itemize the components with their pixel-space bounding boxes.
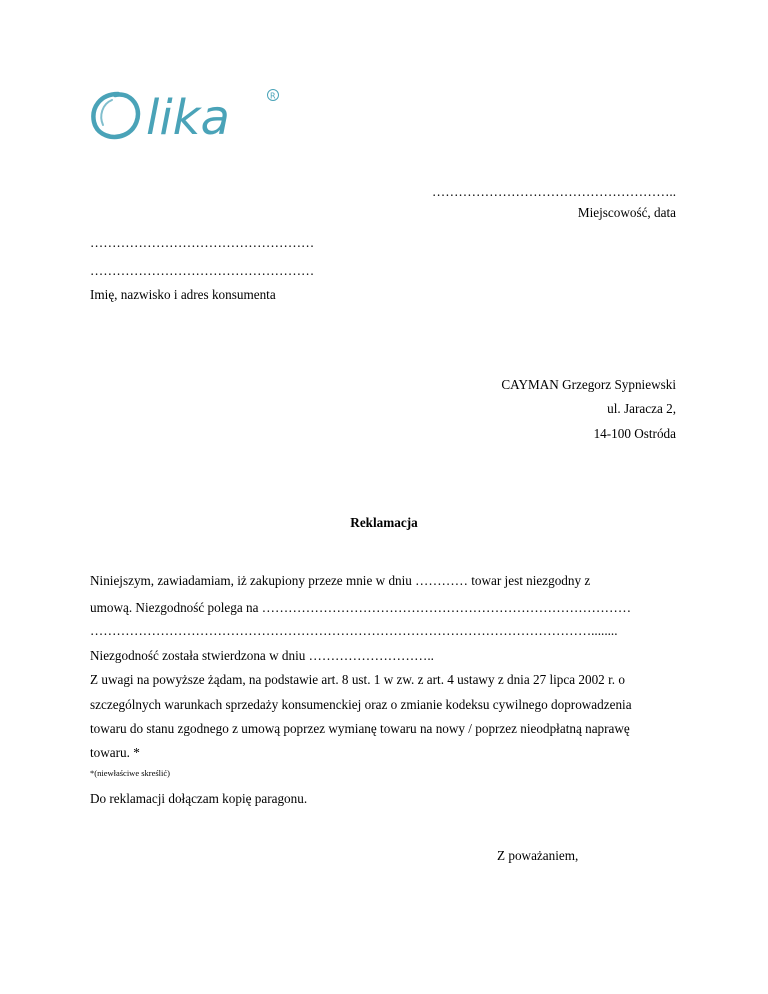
place-date-dots: ……………………………………………….. (432, 184, 676, 199)
closing-salutation: Z poważaniem, (497, 848, 579, 863)
place-date-label: Miejscowość, data (577, 205, 676, 220)
demand-line-1: Z uwagi na powyższe żądam, na podstawie art. 8 ust. 1 w zw. z art. 4 ustawy z dnia 27 lipca 2002 r. o (90, 672, 625, 687)
olika-logo-graphic (88, 82, 288, 146)
footnote: *(niewłaściwe skreślić) (90, 768, 171, 778)
svg-text:R: R (270, 91, 276, 101)
body-line-2: umową. Niezgodność polega na ………………………………………………………………………… (90, 600, 632, 615)
recipient-name: CAYMAN Grzegorz Sypniewski (501, 377, 676, 392)
attachment-note: Do reklamacji dołączam kopię paragonu. (90, 791, 308, 806)
consumer-label: Imię, nazwisko i adres konsumenta (90, 287, 276, 302)
olika-logo (88, 82, 288, 146)
body-line-3: ……………………………………………………………………………………………………........ (90, 623, 618, 638)
body-line-4: Niezgodność została stwierdzona w dniu ……………………….. (90, 648, 434, 663)
recipient-city: 14-100 Ostróda (593, 426, 676, 441)
body-line-1: Niniejszym, zawiadamiam, iż zakupiony przeze mnie w dniu ………… towar jest niezgodny z (90, 573, 591, 588)
consumer-line-2: …………………………………………… (90, 263, 315, 278)
consumer-line-1: …………………………………………… (90, 235, 315, 250)
demand-line-4: towaru. * (90, 745, 140, 760)
logo-wordmark: lika (146, 90, 230, 146)
document-title: Reklamacja (350, 515, 418, 530)
demand-line-2: szczególnych warunkach sprzedaży konsumenckiej oraz o zmianie kodeksu cywilnego doprowadzenia (90, 697, 632, 712)
recipient-street: ul. Jaracza 2, (607, 401, 676, 416)
demand-line-3: towaru do stanu zgodnego z umową poprzez wymianę towaru na nowy / poprzez nieodpłatną naprawę (90, 721, 630, 736)
